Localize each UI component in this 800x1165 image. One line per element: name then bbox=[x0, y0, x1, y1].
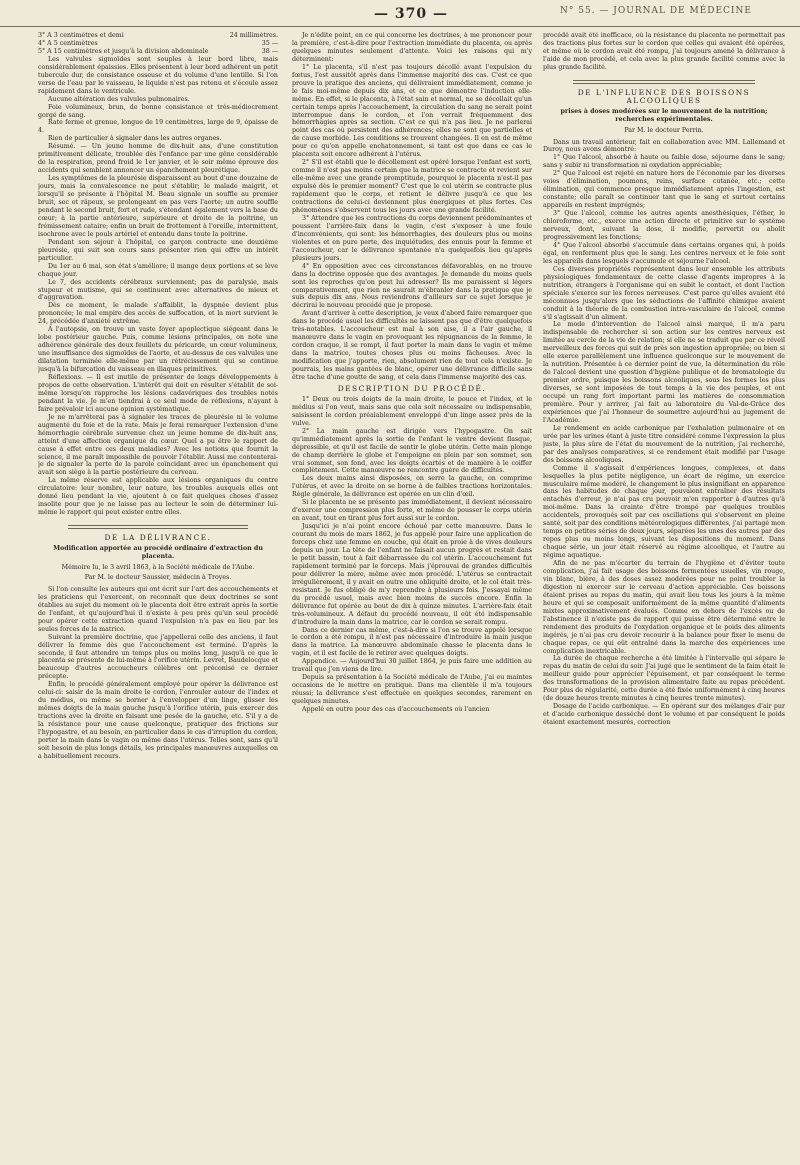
section-divider bbox=[68, 525, 248, 529]
paragraph: 1° Que l'alcool, absorbé à haute ou faible dose, séjourne dans le sang; sans y subir ni transformation ni oxydation appréciable; bbox=[543, 154, 785, 170]
paragraph: Appelé en outre pour des cas d'accouchements où l'ancien bbox=[302, 706, 490, 714]
paragraph: Les valvules sigmoïdes sont souples à leur bord libre, mais considérablement épaissies. Elles présentent à leur bord adhérent un petit tubercule dur, de consistance osseuse et du volume d'une lentille. Si l'on verse de l'eau par le vaisseau, le liquide n'est pas retenu et s'écoule assez rapidement dans le ventricule. bbox=[38, 55, 278, 95]
paragraph: 3° Que l'alcool, comme les autres agents anesthésiques, l'éther, le chloroforme, etc., exerce une action directe et primitive sur le système nerveux, dont, suivant la dose, il modifie, pervertit ou abolit progressivement les fonctions; bbox=[543, 210, 785, 241]
paragraph: Rate ferme et grenue, longue de 19 centimètres, large de 9, épaisse de 4. bbox=[38, 119, 278, 135]
paragraph: Le rendement en acide carbonique par l'exhalation pulmonaire et en urée par les urines étant à juste titre considéré comme l'expression la plus juste, la plus sûre de l'état du mouvement de la nutrition, j'ai recherché, par des analyses comparatives, si ce rendement était modifié par l'usage des boissons alcooliques. bbox=[543, 424, 785, 464]
description-title: DESCRIPTION DU PROCÉDÉ. bbox=[337, 383, 487, 393]
paragraph: Si le placenta ne se présente pas immédiatement, il devient nécessaire d'exercer une compression plus forte, et même de pousser le corps utérin en avant, tout en tirant plus fort aussi sur le cordon. bbox=[292, 499, 532, 523]
column-middle bbox=[292, 32, 532, 1157]
running-head: N° 55. — JOURNAL DE MÉDECINE bbox=[560, 6, 752, 16]
paragraph: Le mode d'intervention de l'alcool ainsi marqué, il m'a paru indispensable de rechercher si son action sur les centres nerveux est limitée au cercle de la vie de relation; si elle ne se traduit que par ce réveil merveilleux des forces qui suit de près son ingestion appropriée; ou bien si elle exerce parallèlement une influence quelconque sur le mouvement de la nutrition. Présentée à ce dernier point de vue, la détermination du rôle de l'alcool devient une question d'hygiène publique et de bromatologie du premier ordre, puisque les boissons alcooliques, sous les formes les plus diverses, se sont imposées de tout temps à la vie des peuples, et ont occupé un rang fort important parmi les matières de consommation première. Pour y arriver, j'ai fait au laboratoire du Val-de-Grâce des expériences que j'ai l'honneur de soumettre aujourd'hui au jugement de l'Académie. bbox=[543, 321, 785, 424]
section-author: Par M. le docteur Perrin. bbox=[624, 126, 704, 134]
paragraph: 1° Deux ou trois doigts de la main droite, le pouce et l'index, et le médius si l'on veut, mais sans que cela soit nécessaire ou indispensable, saisissent le cordon préalablement enveloppé d'un linge assez près de la vulve. bbox=[292, 395, 532, 427]
paragraph: Le 7, des accidents cérébraux surviennent; pas de paralysie, mais stupeur et mutisme, qui se continuent avec alternatives de mieux et d'aggravation. bbox=[38, 278, 278, 302]
paragraph: A l'autopsie, on trouve un vaste foyer apoplectique siégeant dans le lobe postérieur gauche. Puis, comme lésions principales, on note une adhérence générale des deux feuillets du péricarde, un cœur volumineux, une insuffisance des sigmoïdes de l'aorte, et au-dessus de ces valvules une dilatation terminée elle-même par un rétrécissement qui se continue jusqu'à la bifurcation du vaisseau en iliaques primitives. bbox=[38, 326, 278, 374]
section-subtitle: prises à doses modérées sur le mouvement de la nutrition; recherches expérimentales. bbox=[560, 107, 768, 123]
paragraph: Dosage de l'acide carbonique. — En opérant sur des mélanges d'air pur et d'acide carbonique desséché dont le volume et par conséquent le poids étaient exactement mesurés, correction bbox=[543, 703, 785, 727]
paragraph: Jusqu'ici je n'ai point encore échoué par cette manœuvre. Dans le courant du mois de mars 1862, je fus appelé pour faire une application de forceps chez une femme en couche, qui était en proie à de vives douleurs depuis un jour. La tête de l'enfant ne faisait aucun progrès et restait dans le petit bassin, tout à fait débarrassée du col utérin. L'accouchement fut rapidement terminé par le forceps. Mais j'éprouvai de grandes difficultés pour délivrer la mère, même avec mon procédé. L'utérus se contractait irrégulièrement, il y avait en outre une obliquité droite, et le col était très-resistant. Je fus obligé de m'y reprendre à plusieurs fois. J'essayai même du procédé usuel, mais avec bien moins de succès encore. Enfin la délivrance fut opérée au bout de dix à quinze minutes. L'arrière-faix était très-volumineux. A défaut du procédé nouveau, il eût été indispensable d'introduire la main dans la matrice, car le cordon se serait rompu. bbox=[292, 523, 532, 626]
paragraph: Suivant la première doctrine, que j'appellerai celle des anciens, il faut délivrer la femme dès que l'accouchement est terminé. D'après la seconde, il faut attendre un temps plus ou moins long, jusqu'à ce que le placenta se présente de lui-même à l'orifice utérin. Levret, Baudelocque et beaucoup d'autres accoucheurs célèbres ont préconisé ce dernier précepte. bbox=[38, 633, 278, 681]
paragraph: 4° En opposition avec ces circonstances défavorables, on ne trouve dans la doctrine opposée que des avantages. Je demande du moins quels sont les reproches qu'on peut lui adresser? Ils me paraissent si légers comparativement, que rien ne saurait m'ébranler dans la pratique que je suis depuis dix ans. Nous reviendrons d'ailleurs sur ce sujet lorsque je décrirai le nouveau procédé que je propose. bbox=[292, 262, 532, 310]
paragraph: Les symptômes de la pleurésie disparaissent au bout d'une douzaine de jours, mais la convalescence ne peut s'établir; le malade maigrit, et lorsqu'il se présente à l'hôpital M. Beau signale un souffle au premier bruit, sec et râpeux, se prolongeant en pas vers l'aorte; un autre souffle pendant le second bruit, fort et rude, s'étendant également vers la base du cœur; à la partie antérieure, supérieure et droite de la poitrine, un frémissement cataire; enfin un bruit de frottement à l'oreille, intermittent, isochrone avec le pouls artériel et entendu dans toute la poitrine. bbox=[38, 175, 278, 238]
paragraph: Du 1er au 6 mai, son état s'améliore; il mange deux portions et se lève chaque jour. bbox=[38, 262, 278, 278]
paragraph: Depuis sa présentation à la Société médicale de l'Aube, j'ai eu maintes occasions de le mettre en pratique. Dans ma clientèle il m'a toujours réussi; la délivrance s'est effectuée en quelques secondes, rarement en quelques minutes. bbox=[292, 674, 532, 706]
page-number: — 370 — bbox=[374, 6, 448, 22]
memoir-note: Mémoire lu, le 3 avril 1863, à la Société médicale de l'Aube. bbox=[61, 564, 255, 571]
dimension-line: 3° A 3 centimètres et demi 24 millimètres. bbox=[38, 32, 278, 39]
paragraph: Rien de particulier à signaler dans les autres organes. bbox=[48, 135, 222, 143]
paragraph: Comme il s'agissait d'expériences longues, complexes, et dans lesquelles la plus petite négligence, un écart de régime, un exercice musculaire même modéré, le changement le plus insignifiant en apparence dans les habitudes de chaque jour, pouvaient entraîner des résultats entachés d'erreur, je n'ai pas cru pouvoir m'en rapporter à d'autres qu'à moi-même. Dans la crainte d'être trompé par quelques troubles accidentels, provoqués soit par ces oscillations qui s'observent en pleine santé, soit par des conditions météorologiques différentes, j'ai partagé mon temps en petites séries de deux jours, séparées les unes des autres par des repos plus ou moins longs, suivant les dispositions du moment. Dans chaque série, un jour était réservé au régime alcoolique, et l'autre au régime aquatique. bbox=[543, 464, 785, 560]
paragraph: 2° Que l'alcool est rejeté en nature hors de l'économie par les diverses voies d'élimination, poumons, reins, surface cutanée, etc.; cette élimination, qui commence presque immédiatement après l'ingestion, est constante; elle paraît se continuer tant que le sang et surtout certains appareils en restent imprégnés; bbox=[543, 170, 785, 210]
section-subtitle: Modification apportée au procédé ordinaire d'extraction du placenta. bbox=[53, 545, 263, 561]
paragraph: 4° Que l'alcool absorbé s'accumule dans certains organes qui, à poids égal, en renferment plus que le sang. Les centres nerveux et le foie sont les appareils dans lesquels s'accumule et séjourne l'alcool. bbox=[543, 241, 785, 265]
paragraph: Enfin, le procédé généralement employé pour opérer la délivrance est celui-ci: saisir de la main droite le cordon, l'enrouler autour de l'index et du médius, ou même se borner à l'envelopper d'un linge, glisser les mêmes doigts de la main gauche jusqu'à l'orifice utérin, puis exercer des tractions avec la droite en faisant une pesée de la gauche, etc. S'il y a de la résistance pour une cause quelconque, pratiquer des frictions sur l'hypogastre, et au besoin, en particulier dans le cas d'irruption du cordon, porter la main dans le vagin ou même dans l'utérus. Telles sont, sans qu'il soit besoin de plus longs détails, les principales manœuvres auxquelles on a habituellement recours. bbox=[38, 681, 278, 760]
paragraph: Foie volumineux, brun, de bonne consistance et très-médiocrement gorgé de sang. bbox=[38, 103, 278, 119]
paragraph: Je n'édite point, en ce qui concerne les doctrines, à me prononcer pour la première, c'est-à-dire pour l'extraction immédiate du placenta, ou après quelques minutes seulement d'attente. Voici les raisons qui m'y déterminent: bbox=[292, 32, 532, 63]
paragraph: La durée de chaque recherche a été limitée à l'intervalle qui sépare le repas du matin de celui du soir. J'ai jugé que le sentiment de la faim était le meilleur guide pour apprécier l'épuisement, et par conséquent le terme des transformations de la provision alimentaire faite au repas précédent. Pour plus de régularité, cette durée a été fixée uniformément à cinq heures (de douze heures trente minutes à cinq heures trente minutes). bbox=[543, 655, 785, 703]
paragraph: Afin de ne pas m'écarter du terrain de l'hygiène et d'éviter toute complication, j'ai fait usage des boissons fermentées usuelles, vin rouge, vin blanc, bière, à des doses assez modérées pour ne point troubler la digestion ni exercer sur le cerveau d'action appréciable. Ces boissons étaient prises au repas du matin, qui avait lieu tous les jours à la même heure et qui se composait uniformément de la même quantité d'aliments mixtes approximativement évalués. Comme en dehors de l'excès ou de l'abstinence il n'existe pas de rapport qui puisse être déterminé entre le rendement des produits de l'oxydation organique et le poids des aliments ingérés, je n'ai pas cru devoir recourir à la balance pour fixer le menu de chaque repas, ce qui eût entraîné dans la marche des expériences une complication inextricable. bbox=[543, 560, 785, 655]
paragraph: Les deux mains ainsi disposées, on serre la gauche, on comprime l'utérus, et avec la droite on se borne à de faibles tractions horizontales. Règle générale, la délivrance est opérée en un clin d'œil. bbox=[292, 475, 532, 499]
paragraph: Je ne m'arrêterai pas à signaler les traces de pleurésie ni le volume augmenté du foie et de la rate. Mais je ferai remarquer l'extension d'une hémorrhagie cérébrale survenue chez un jeune homme de dix-huit ans, atteint d'une affection organique du cœur. Quel a pu être le rapport de cause à effet entre ces deux maladies? Avec les notions que fournit la science, il me paraît impossible de pouvoir l'établir. Aussi me contenterai-je de signaler la perte de la parole coïncidant avec un épanchement qui avait son siège à la partie postérieure du cerveau. bbox=[38, 413, 278, 477]
dimension-line: 4° A 5 centimètres 35 — bbox=[38, 39, 278, 47]
page-header bbox=[0, 0, 800, 27]
dimension-line: 5° A 15 centimètres et jusqu'à la division abdominale 38 — bbox=[38, 47, 278, 55]
column-right bbox=[543, 32, 785, 1157]
section-divider bbox=[573, 80, 755, 84]
paragraph: Aucune altération des valvules pulmonaires. bbox=[48, 95, 190, 103]
paragraph: Dans ce dernier cas même, c'est-à-dire si l'on se trouve appelé lorsque le cordon a été rompu, il n'est pas nécessaire d'introduire la main jusque dans la matrice. La manœuvre abdominale chasse le placenta dans le vagin, et il est facile de le retirer avec quelques doigts. bbox=[292, 626, 532, 658]
paragraph: Ces diverses propriétés représentent dans leur ensemble les attributs physiologiques fondamentaux de cette classe d'agents impropres à la nutrition, étrangers à l'organisme qui en subit le contact, et dont l'action spéciale s'exerce sur les forces nerveuses. C'est parce qu'elles avaient été méconnues jusqu'alors que les séductions de l'affinité chimique avaient conduit à la théorie de la combustion intra-vasculaire de l'alcool, comme s'il s'agissait d'un aliment. bbox=[543, 265, 785, 321]
column-left bbox=[38, 32, 278, 1157]
paragraph: 2° La main gauche est dirigée vers l'hypogastre. On sait qu'immédiatement après la sortie de l'enfant le ventre devient flasque, dépressible, et qu'il est facile de sentir le globe utérin. Cette main plonge de champ derrière le globe et l'empoigne en plein par son sommet, son vrai sommet, son fond, avec les doigts écartés et de manière à le coiffer complètement. Cette manœuvre ne rencontre guère de difficultés. bbox=[292, 427, 532, 475]
paragraph: Dans un travail antérieur, fait en collaboration avec MM. Lallemand et Duroy, nous avons démontré: bbox=[543, 138, 785, 154]
paragraph: 1° Le placenta, s'il n'est pas toujours décollé avant l'expulsion du fœtus, l'est aussitôt après dans l'immense majorité des cas. C'est ce que prouve la pratique des anciens, qui délivraient immédiatement, comme je le fais moi-même depuis dix ans, et ce que démontre l'induction elle-même. En effet, si le placenta, à l'état sain et normal, ne se décollait qu'un certain temps après l'accouchement, la circulation du sang ne serait point interrompue dans le cordon, et l'on verrait fréquemment des hémorrhagies après sa section. C'est ce qui n'a pas lieu. Je ne parlerai point des cas où persistent des adhérences; elles ne sont que partielles et de cause morbide. Les conditions se trouvent changées. Il en est de même pour ce qu'on appelle enchatonnement, si tant est que dans ce cas le placenta soit encore adhérent à l'utérus. bbox=[292, 63, 532, 159]
paragraph: 3° Attendre que les contractions du corps deviennent prédominantes et poussent l'arrière-faix dans le vagin, c'est s'exposer à une foule d'inconvénients, qui sont: les hémorrhagies, des douleurs plus ou moins violentes et en pure perte, des inquiétudes, des ennuis pour la femme et l'accoucheur, car le délivrance spontanée n'a quelquefois lieu qu'après plusieurs jours. bbox=[292, 214, 532, 262]
paragraph: 2° S'il est établi que le décollement est opéré lorsque l'enfant est sorti, comme il n'est pas moins certain que la matrice se contracte et revient sur elle-même avec une grande promptitude, pourquoi le placenta n'est-il pas expulsé dès le premier moment? C'est que le col utérin se contracte plus rapidement que le corps, et retient le délivre jusqu'à ce que les contractions de celui-ci deviennent plus énergiques et plus fortes. Ces phénomènes s'observent tous les jours avec une grande facilité. bbox=[292, 159, 532, 214]
section-author: Par M. le docteur Saussier, médecin à Troyes. bbox=[84, 573, 232, 581]
section-title: DE LA DÉLIVRANCE. bbox=[104, 533, 212, 543]
paragraph: Avant d'arriver à cette description, je veux d'abord faire remarquer que dans le procédé usuel les difficultés ne laissent pas que d'être quelquefois très-notables. L'accoucheur est mal à son aise, il a l'air gauche, il manœuvre dans le vagin en provoquant les répugnances de la femme, le cordon craque, il se rompt, il faut porter la main dans le vagin et même dans la matrice, toutes choses plus ou moins fâcheuses. Avec la modification que j'apporte, rien, absolument rien de tout cela n'existe. Je pourrais, les mains gantées de blanc, opérer une délivrance difficile sans être tache d'une goutte de sang, et cela dans l'immense majorité des cas. bbox=[292, 310, 532, 381]
section-title: DE L'INFLUENCE DES BOISSONS ALCOOLIQUES bbox=[577, 87, 751, 105]
paragraph: Dès ce moment, le malade s'affaiblit, la dyspnée devient plus prononcée; le mal empire des accès de suffocation, et la mort survient le 24, précédée d'anxiété extrême. bbox=[38, 302, 278, 326]
paragraph: Si l'on consulte les auteurs qui ont écrit sur l'art des accouchements et les praticiens qui l'exercent, on reconnaît que deux doctrines se sont établies au sujet du moment où le placenta doit être extrait après la sortie de l'enfant, et qu'aujourd'hui il n'existe à peu près qu'un seul procédé pour opérer cette extraction quand l'expulsion n'a pas eu lieu par les seules forces de la matrice. bbox=[38, 585, 278, 633]
paragraph: Pendant son séjour à l'hôpital, ce garçon contracte une deuxième pleurésie, qui suit son cours sans présenter rien qui offre un intérêt particulier. bbox=[38, 238, 278, 262]
paragraph: Résumé. — Un jeune homme de dix-huit ans, d'une constitution primitivement délicate, troublée dès l'enfance par une gêne considérable de la respiration, prend froid le 1er janvier, et le soir même éprouve des accidents qui semblent annoncer un épanchement pleurétique. bbox=[38, 143, 278, 175]
paragraph: Appendice. — Aujourd'hui 30 juillet 1864, je puis faire une addition au travail que j'en viens de lire. bbox=[292, 658, 532, 674]
paragraph: procédé avait été inefficace, où la résistance du placenta ne permettait pas des tractions plus fortes sur le cordon que celles qui avaient été opérées, et même où le cordon avait été rompu, j'ai toujours amené la délivrance à l'aide de mon procédé, et cela avec la plus grande facilité comme avec la plus grande facilité. bbox=[543, 32, 785, 71]
paragraph: La même réserve est applicable aux lésions organiques du centre circulatoire: leur nombre, leur nature, les troubles auxquels elles ont donné lieu pendant la vie, ajoutent à ce fait quelques choses d'assez insolite pour que je ne laisse pas au lecteur le soin de déterminer lui-même le rapport qui peut exister entre elles. bbox=[38, 477, 278, 517]
paragraph: Réflexions. — Il est inutile de présenter de longs développements à propos de cette observation. L'intérêt qui doit en résulter s'établit de soi-même lorsqu'on rapproche les lésions cadavériques des troubles notés pendant la vie. Je m'en tiendrai à ce seul mode de réflexions, n'ayant à faire prévaloir ici aucune opinion systématique. bbox=[38, 373, 278, 413]
